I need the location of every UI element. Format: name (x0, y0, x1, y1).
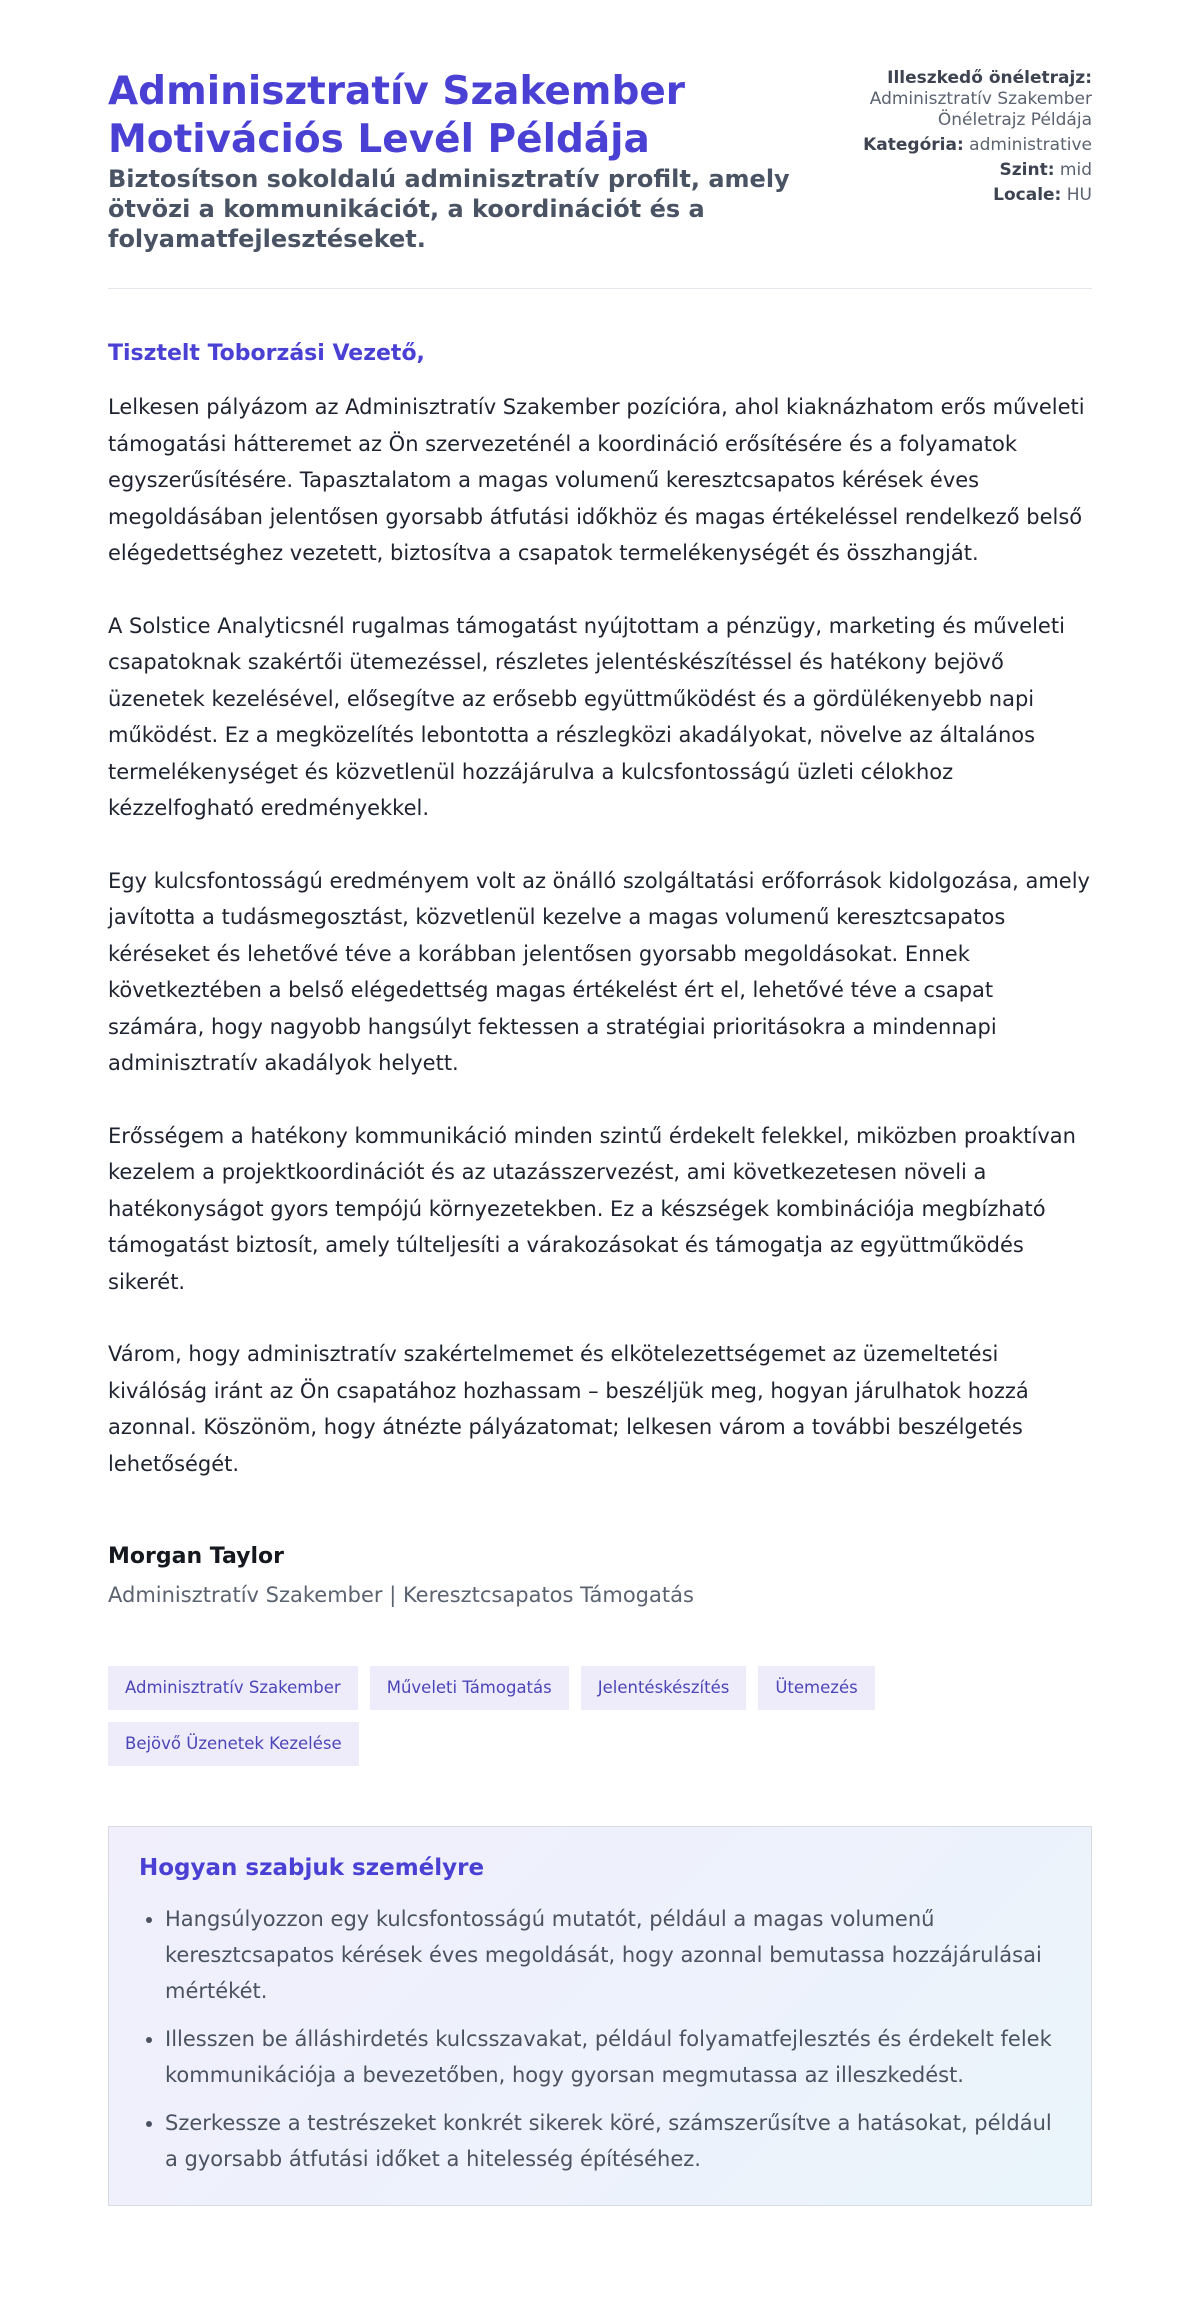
tips-item: • Szerkessze a testrészeket konkrét sikerek köré, számszerűsítve a hatásokat, például a gyorsabb átfutási időket a hitelesség építéséhez. (165, 2105, 1061, 2177)
letter-paragraph: Lelkesen pályázom az Adminisztratív Szakember pozícióra, ahol kiaknázhatom erős műveleti támogatási hátteremet az Ön szervezeténél a koordináció erősítésére és a folyamatok egyszerűsítésére. Tapasztalatom a magas volumenű keresztcsapatos kérések éves megoldásában jelentősen gyorsabb átfutási időkhöz és magas értékeléssel rendelkező belső elégedettséghez vezetett, biztosítva a csapatok termelékenységét és összhangját. (108, 395, 1085, 565)
meta-level-label: Szint: (999, 160, 1055, 180)
meta-resume-label: Illeszkedő önéletrajz: (887, 68, 1092, 88)
letter-body (108, 389, 1092, 1482)
tips-item: • Hangsúlyozzon egy kulcsfontosságú mutatót, például a magas volumenű keresztcsapatos kérések éves megoldását, hogy azonnal bemutassa hozzájárulásai mértékét. (165, 1901, 1061, 2009)
header-left (108, 68, 828, 254)
meta-category (842, 135, 1092, 156)
tips-list (139, 1901, 1061, 2177)
meta-locale-value: HU (1066, 185, 1092, 205)
tips-title: Hogyan szabjuk személyre (139, 1855, 485, 1881)
meta-level (842, 160, 1092, 181)
meta-locale (842, 185, 1092, 206)
page-title (108, 68, 828, 164)
meta-level-value: mid (1059, 160, 1092, 180)
header (108, 68, 1092, 289)
tag: Ütemezés (758, 1666, 874, 1710)
tips-item: • Illesszen be álláshirdetés kulcsszavakat, például folyamatfejlesztés és érdekelt felek kommunikációja a bevezetőben, hogy gyorsan megmutassa az illeszkedést. (165, 2021, 1061, 2093)
meta-resume-value: Adminisztratív Szakember Önéletrajz Példája (869, 89, 1092, 130)
signature-role: Adminisztratív Szakember | Keresztcsapatos Támogatás (108, 1583, 694, 1607)
tips-box (108, 1826, 1092, 2206)
tag: Jelentéskészítés (581, 1666, 747, 1710)
tag: Műveleti Támogatás (370, 1666, 569, 1710)
tag: Bejövő Üzenetek Kezelése (108, 1722, 359, 1766)
letter-paragraph: A Solstice Analyticsnél rugalmas támogatást nyújtottam a pénzügy, marketing és műveleti csapatoknak szakértői ütemezéssel, részletes jelentéskészítéssel és hatékony bejövő üzenetek kezelésével, elősegítve az erősebb együttműködést és a gördülékenyebb napi működést. Ez a megközelítés lebontotta a részlegközi akadályokat, növelve az általános termelékenységet és közvetlenül hozzájárulva a kulcsfontosságú üzleti célokhoz kézzelfogható eredményekkel. (108, 613, 1065, 820)
letter-paragraph: Egy kulcsfontosságú eredményem volt az önálló szolgáltatási erőforrások kidolgozása, amely javította a tudásmegosztást, közvetlenül kezelve a magas volumenű keresztcsapatos kéréseket és lehetővé téve a korábban jelentősen gyorsabb megoldásokat. Ennek következtében a belső elégedettség magas értékelést ért el, lehetővé téve a csapat számára, hogy nagyobb hangsúlyt fektessen a stratégiai prioritásokra a mindennapi adminisztratív akadályok helyett. (108, 868, 1090, 1075)
signature-name: Morgan Taylor (108, 1544, 284, 1569)
page-title-line1: Adminisztratív Szakember (108, 69, 686, 114)
meta-category-label: Kategória: (863, 135, 964, 155)
page-subtitle: Biztosítson sokoldalú adminisztratív profilt, amely ötvözi a kommunikációt, a koordinációt és a folyamatfejlesztéseket. (108, 165, 790, 253)
meta-locale-label: Locale: (993, 185, 1062, 205)
letter-paragraph: Várom, hogy adminisztratív szakértelmemet és elkötelezettségemet az üzemeltetési kiválóság iránt az Ön csapatához hozhassam – beszéljük meg, hogyan járulhatok hozzá azonnal. Köszönöm, hogy átnézte pályázatomat; lelkesen várom a további beszélgetés lehetőségét. (108, 1342, 1029, 1476)
letter-greeting: Tisztelt Toborzási Vezető, (108, 341, 425, 366)
tag-list (108, 1666, 1092, 1766)
meta-panel (842, 68, 1092, 206)
page-title-line2: Motivációs Levél Példája (108, 117, 650, 162)
letter-paragraph: Erősségem a hatékony kommunikáció minden szintű érdekelt felekkel, miközben proaktívan kezelem a projektkoordinációt és az utazásszervezést, ami következetesen növeli a hatékonyságot gyors tempójú környezetekben. Ez a készségek kombinációja megbízható támogatást biztosít, amely túlteljesíti a várakozásokat és támogatja az együttműködés sikerét. (108, 1123, 1076, 1294)
tag: Adminisztratív Szakember (108, 1666, 358, 1710)
meta-category-value: administrative (969, 135, 1092, 155)
meta-resume (842, 68, 1092, 131)
